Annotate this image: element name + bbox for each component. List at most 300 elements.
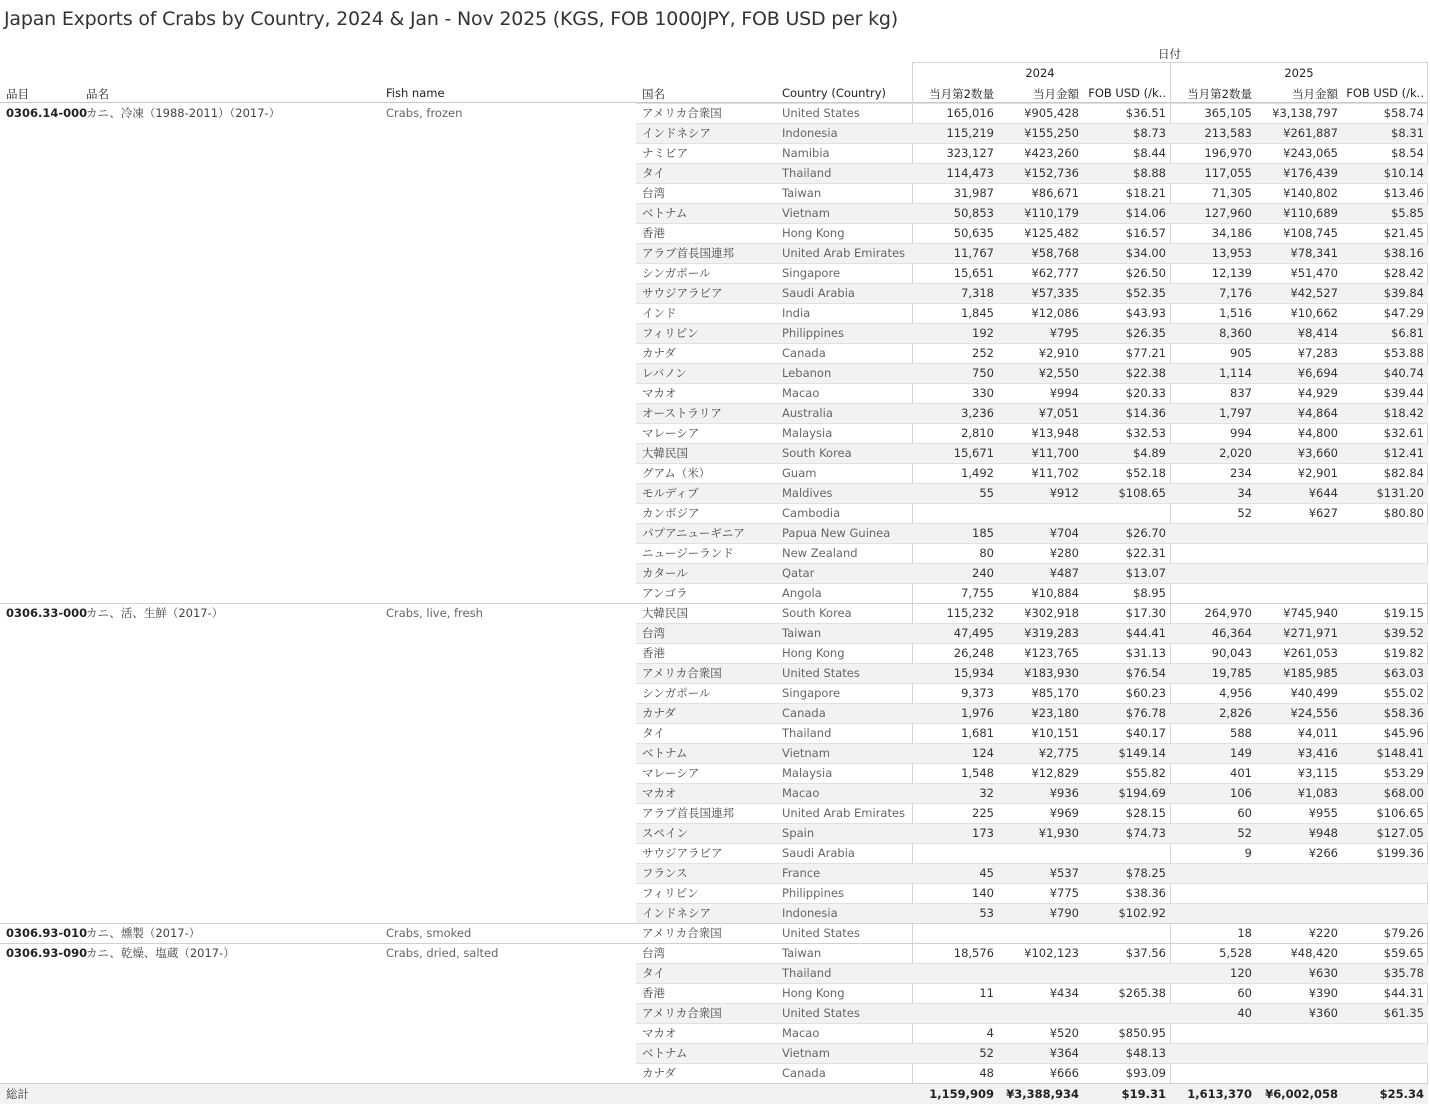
fob-2024: $18.21 (1125, 186, 1166, 200)
qty-2024: 225 (972, 806, 994, 820)
country-jp: アンゴラ (642, 586, 688, 600)
amount-2025: ¥2,901 (1297, 466, 1338, 480)
row-separator (0, 923, 1428, 924)
qty-2025: 8,360 (1219, 326, 1252, 340)
fob-2024: $44.41 (1125, 626, 1166, 640)
amount-2024: ¥775 (1049, 886, 1079, 900)
amount-2024: ¥795 (1049, 326, 1079, 340)
row-separator (636, 183, 1428, 184)
country-en: Vietnam (782, 206, 830, 220)
row-separator (636, 343, 1428, 344)
fob-2025: $68.00 (1383, 786, 1424, 800)
table-row (0, 323, 1430, 343)
qty-2025: 18 (1237, 926, 1252, 940)
qty-2024: 3,236 (961, 406, 994, 420)
row-separator (636, 963, 1428, 964)
country-jp: 香港 (642, 646, 665, 660)
row-separator (636, 363, 1428, 364)
fob-2024: $16.57 (1125, 226, 1166, 240)
fob-2025: $39.84 (1383, 286, 1424, 300)
table-row (0, 123, 1430, 143)
fob-2024: $14.36 (1125, 406, 1166, 420)
row-separator (636, 1043, 1428, 1044)
country-jp: カナダ (642, 346, 676, 360)
fob-2025: $44.31 (1383, 986, 1424, 1000)
country-en: Macao (782, 386, 820, 400)
country-jp: ニュージーランド (642, 546, 734, 560)
qty-2025: 837 (1230, 386, 1252, 400)
amount-2025: ¥4,929 (1297, 386, 1338, 400)
table-row (0, 1063, 1430, 1083)
country-en: Thailand (782, 966, 832, 980)
country-jp: 台湾 (642, 946, 665, 960)
country-jp: ベトナム (642, 746, 688, 760)
country-jp: シンガポール (642, 686, 711, 700)
qty-2025: 127,960 (1204, 206, 1252, 220)
row-separator (636, 163, 1428, 164)
qty-2024: 4 (986, 1026, 994, 1040)
qty-2024: 48 (979, 1066, 994, 1080)
fob-2024: $60.23 (1125, 686, 1166, 700)
table-row (0, 923, 1430, 943)
row-separator (636, 583, 1428, 584)
fob-2024: $13.07 (1125, 566, 1166, 580)
country-en: Vietnam (782, 1046, 830, 1060)
country-en: Papua New Guinea (782, 526, 891, 540)
fob-2024: $102.92 (1118, 906, 1166, 920)
amount-2025: ¥48,420 (1290, 946, 1338, 960)
fob-2025: $131.20 (1376, 486, 1424, 500)
country-en: Philippines (782, 886, 844, 900)
row-separator (636, 303, 1428, 304)
fob-2024: $74.73 (1125, 826, 1166, 840)
country-jp: 香港 (642, 226, 665, 240)
fob-2025: $5.85 (1391, 206, 1424, 220)
total-qty-2024: 1,159,909 (929, 1087, 994, 1101)
qty-2024: 1,548 (961, 766, 994, 780)
country-jp: フィリピン (642, 326, 699, 340)
country-jp: カナダ (642, 706, 676, 720)
qty-2024: 240 (972, 566, 994, 580)
qty-2024: 330 (972, 386, 994, 400)
row-separator (636, 143, 1428, 144)
table-row (0, 823, 1430, 843)
country-jp: マレーシア (642, 766, 700, 780)
country-en: Singapore (782, 266, 841, 280)
country-jp: フランス (642, 866, 688, 880)
country-jp: タイ (642, 726, 665, 740)
amount-2025: ¥3,115 (1297, 766, 1338, 780)
row-separator (636, 223, 1428, 224)
fob-2024: $93.09 (1125, 1066, 1166, 1080)
amount-2025: ¥42,527 (1290, 286, 1338, 300)
table-row (0, 623, 1430, 643)
row-separator (636, 123, 1428, 124)
qty-2024: 11,767 (953, 246, 994, 260)
fob-2025: $19.82 (1383, 646, 1424, 660)
amount-2024: ¥537 (1049, 866, 1079, 880)
qty-2024: 1,845 (961, 306, 994, 320)
table-row (0, 223, 1430, 243)
country-en: South Korea (782, 446, 852, 460)
fob-2025: $38.16 (1383, 246, 1424, 260)
row-separator (636, 663, 1428, 664)
row-separator (636, 683, 1428, 684)
country-jp: インドネシア (642, 126, 711, 140)
country-en: Hong Kong (782, 226, 845, 240)
fob-2024: $26.70 (1125, 526, 1166, 540)
fob-2025: $79.26 (1383, 926, 1424, 940)
fob-2025: $18.42 (1383, 406, 1424, 420)
country-en: Thailand (782, 726, 832, 740)
qty-2024: 9,373 (961, 686, 994, 700)
fob-2025: $127.05 (1376, 826, 1424, 840)
qty-2025: 1,114 (1219, 366, 1252, 380)
amount-2025: ¥176,439 (1283, 166, 1338, 180)
amount-2024: ¥110,179 (1024, 206, 1079, 220)
page-title: Japan Exports of Crabs by Country, 2024 & Jan - Nov 2025 (KGS, FOB 1000JPY, FOB USD per kg) (4, 8, 898, 30)
product-name-jp: カニ、冷凍（1988-2011）（2017-） (86, 106, 281, 120)
fob-2024: $43.93 (1125, 306, 1166, 320)
hs-code: 0306.93-010 (6, 926, 88, 940)
table-row (0, 743, 1430, 763)
row-separator (636, 903, 1428, 904)
table-row (0, 263, 1430, 283)
qty-2024: 115,219 (946, 126, 994, 140)
qty-2025: 264,970 (1204, 606, 1252, 620)
qty-2025: 994 (1230, 426, 1252, 440)
table-row (0, 363, 1430, 383)
table-row (0, 143, 1430, 163)
col-header-hinmei: 品名 (86, 87, 109, 101)
total-amount-2024: ¥3,388,934 (1006, 1087, 1079, 1101)
country-jp: フィリピン (642, 886, 699, 900)
country-jp: アメリカ合衆国 (642, 666, 722, 680)
qty-2024: 7,318 (961, 286, 994, 300)
fob-2025: $106.65 (1376, 806, 1424, 820)
country-en: South Korea (782, 606, 852, 620)
fob-2024: $8.44 (1133, 146, 1166, 160)
amount-2024: ¥666 (1049, 1066, 1079, 1080)
fob-2024: $76.54 (1125, 666, 1166, 680)
fob-2025: $28.42 (1383, 266, 1424, 280)
fob-2025: $55.02 (1383, 686, 1424, 700)
country-jp: アラブ首長国連邦 (642, 806, 734, 820)
amount-2025: ¥7,283 (1297, 346, 1338, 360)
qty-2025: 2,826 (1219, 706, 1252, 720)
fob-2025: $199.36 (1376, 846, 1424, 860)
amount-2024: ¥85,170 (1031, 686, 1079, 700)
amount-2025: ¥627 (1308, 506, 1338, 520)
country-en: Singapore (782, 686, 841, 700)
qty-2025: 1,797 (1219, 406, 1252, 420)
fob-2024: $37.56 (1125, 946, 1166, 960)
country-en: Maldives (782, 486, 833, 500)
fish-name: Crabs, live, fresh (386, 606, 483, 620)
qty-2025: 196,970 (1204, 146, 1252, 160)
row-separator (636, 423, 1428, 424)
country-jp: ナミビア (642, 146, 688, 160)
country-en: France (782, 866, 821, 880)
country-en: Malaysia (782, 766, 833, 780)
qty-2025: 40 (1237, 1006, 1252, 1020)
row-separator (636, 483, 1428, 484)
amount-2025: ¥266 (1308, 846, 1338, 860)
country-jp: スペイン (642, 826, 688, 840)
qty-2024: 47,495 (953, 626, 994, 640)
product-name-jp: カニ、燻製（2017-） (86, 926, 201, 940)
fob-2025: $8.54 (1391, 146, 1424, 160)
fob-2024: $28.15 (1125, 806, 1166, 820)
qty-2024: 750 (972, 366, 994, 380)
country-en: Malaysia (782, 426, 833, 440)
qty-2025: 120 (1230, 966, 1252, 980)
country-jp: モルディブ (642, 486, 699, 500)
qty-2024: 7,755 (961, 586, 994, 600)
amount-2024: ¥520 (1049, 1026, 1079, 1040)
qty-2025: 9 (1244, 846, 1252, 860)
fob-2024: $22.38 (1125, 366, 1166, 380)
amount-2025: ¥948 (1308, 826, 1338, 840)
amount-2024: ¥905,428 (1024, 106, 1079, 120)
qty-2024: 45 (979, 866, 994, 880)
country-en: United States (782, 1006, 860, 1020)
total-fob-2024: $19.31 (1121, 1087, 1166, 1101)
qty-2024: 31,987 (953, 186, 994, 200)
table-row (0, 443, 1430, 463)
table-row (0, 943, 1430, 963)
fob-2024: $20.33 (1125, 386, 1166, 400)
fob-2024: $78.25 (1125, 866, 1166, 880)
qty-2024: 173 (972, 826, 994, 840)
qty-2025: 149 (1230, 746, 1252, 760)
qty-2024: 32 (979, 786, 994, 800)
row-separator (636, 383, 1428, 384)
country-en: Thailand (782, 166, 832, 180)
col-header-amount-2025: 当月金額 (1292, 87, 1338, 101)
row-separator (636, 323, 1428, 324)
table-row (0, 543, 1430, 563)
table-row (0, 803, 1430, 823)
fob-2024: $149.14 (1118, 746, 1166, 760)
row-separator (636, 803, 1428, 804)
fob-2024: $48.13 (1125, 1046, 1166, 1060)
qty-2024: 140 (972, 886, 994, 900)
qty-2025: 60 (1237, 806, 1252, 820)
table-row (0, 283, 1430, 303)
fob-2024: $36.51 (1125, 106, 1166, 120)
fob-2025: $39.44 (1383, 386, 1424, 400)
fob-2024: $265.38 (1118, 986, 1166, 1000)
qty-2024: 115,232 (946, 606, 994, 620)
row-separator (0, 603, 1428, 604)
fob-2024: $32.53 (1125, 426, 1166, 440)
row-separator (636, 623, 1428, 624)
row-separator (636, 563, 1428, 564)
fob-2025: $47.29 (1383, 306, 1424, 320)
table-row (0, 243, 1430, 263)
hs-code: 0306.33-000 (6, 606, 88, 620)
fob-2025: $53.29 (1383, 766, 1424, 780)
country-en: Philippines (782, 326, 844, 340)
country-jp: アメリカ合衆国 (642, 1006, 722, 1020)
qty-2024: 15,934 (953, 666, 994, 680)
qty-2025: 52 (1237, 506, 1252, 520)
country-en: Taiwan (782, 946, 822, 960)
country-en: United States (782, 666, 860, 680)
table-row (0, 563, 1430, 583)
fob-2025: $59.65 (1383, 946, 1424, 960)
country-jp: タイ (642, 966, 665, 980)
table-row (0, 963, 1430, 983)
table-row (0, 983, 1430, 1003)
country-jp: 大韓民国 (642, 606, 688, 620)
qty-2024: 192 (972, 326, 994, 340)
fob-2025: $53.88 (1383, 346, 1424, 360)
amount-2025: ¥4,864 (1297, 406, 1338, 420)
country-en: United States (782, 926, 860, 940)
country-en: Indonesia (782, 126, 838, 140)
amount-2025: ¥10,662 (1290, 306, 1338, 320)
row-separator (636, 1063, 1428, 1064)
country-en: United Arab Emirates (782, 806, 906, 820)
col-header-kokumei: 国名 (642, 87, 665, 101)
table-row (0, 303, 1430, 323)
country-jp: パプアニューギニア (642, 526, 745, 540)
country-jp: オーストラリア (642, 406, 722, 420)
qty-2025: 7,176 (1219, 286, 1252, 300)
amount-2024: ¥62,777 (1031, 266, 1079, 280)
col-header-fish-name: Fish name (386, 86, 445, 100)
country-en: Cambodia (782, 506, 841, 520)
row-separator (636, 503, 1428, 504)
country-jp: カンボジア (642, 506, 700, 520)
table-row (0, 843, 1430, 863)
country-jp: アラブ首長国連邦 (642, 246, 734, 260)
table-row (0, 403, 1430, 423)
country-en: New Zealand (782, 546, 858, 560)
fob-2025: $35.78 (1383, 966, 1424, 980)
fob-2024: $34.00 (1125, 246, 1166, 260)
row-separator (636, 843, 1428, 844)
fob-2024: $52.35 (1125, 286, 1166, 300)
amount-2024: ¥12,829 (1031, 766, 1079, 780)
year-header-2024: 2024 (1025, 66, 1055, 80)
amount-2024: ¥423,260 (1024, 146, 1079, 160)
table-row (0, 583, 1430, 603)
qty-2025: 5,528 (1219, 946, 1252, 960)
qty-2025: 401 (1230, 766, 1252, 780)
country-jp: 台湾 (642, 186, 665, 200)
fob-2025: $40.74 (1383, 366, 1424, 380)
row-separator (636, 983, 1428, 984)
amount-2025: ¥3,138,797 (1272, 106, 1338, 120)
table-row (0, 463, 1430, 483)
amount-2024: ¥704 (1049, 526, 1079, 540)
amount-2025: ¥220 (1308, 926, 1338, 940)
fob-2025: $61.35 (1383, 1006, 1424, 1020)
fob-2024: $40.17 (1125, 726, 1166, 740)
fob-2025: $58.74 (1383, 106, 1424, 120)
fob-2024: $4.89 (1133, 446, 1166, 460)
fish-name: Crabs, dried, salted (386, 946, 499, 960)
country-en: Macao (782, 786, 820, 800)
amount-2024: ¥10,884 (1031, 586, 1079, 600)
table-row (0, 383, 1430, 403)
qty-2025: 13,953 (1211, 246, 1252, 260)
fob-2024: $38.36 (1125, 886, 1166, 900)
country-jp: アメリカ合衆国 (642, 106, 722, 120)
country-en: Guam (782, 466, 817, 480)
product-name-jp: カニ、活、生鮮（2017-） (86, 606, 224, 620)
qty-2025: 34,186 (1211, 226, 1252, 240)
amount-2024: ¥2,775 (1038, 746, 1079, 760)
qty-2024: 11 (979, 986, 994, 1000)
qty-2024: 80 (979, 546, 994, 560)
fob-2025: $8.31 (1391, 126, 1424, 140)
qty-2024: 15,671 (953, 446, 994, 460)
table-row (0, 863, 1430, 883)
country-en: United Arab Emirates (782, 246, 906, 260)
country-en: Namibia (782, 146, 830, 160)
amount-2025: ¥6,694 (1297, 366, 1338, 380)
qty-2025: 1,516 (1219, 306, 1252, 320)
table-row (0, 703, 1430, 723)
country-jp: マカオ (642, 1026, 677, 1040)
col-header-qty-2025: 当月第2数量 (1187, 87, 1252, 101)
country-jp: マレーシア (642, 426, 700, 440)
fob-2024: $8.73 (1133, 126, 1166, 140)
qty-2025: 52 (1237, 826, 1252, 840)
country-en: Canada (782, 706, 826, 720)
country-en: Saudi Arabia (782, 286, 855, 300)
amount-2025: ¥185,985 (1283, 666, 1338, 680)
total-fob-2025: $25.34 (1379, 1087, 1424, 1101)
country-en: India (782, 306, 811, 320)
fob-2024: $850.95 (1118, 1026, 1166, 1040)
amount-2025: ¥140,802 (1283, 186, 1338, 200)
country-jp: インドネシア (642, 906, 711, 920)
amount-2024: ¥280 (1049, 546, 1079, 560)
amount-2024: ¥86,671 (1031, 186, 1079, 200)
fob-2024: $76.78 (1125, 706, 1166, 720)
amount-2024: ¥319,283 (1024, 626, 1079, 640)
qty-2025: 365,105 (1204, 106, 1252, 120)
row-separator (636, 523, 1428, 524)
amount-2025: ¥1,083 (1297, 786, 1338, 800)
table-row (0, 183, 1430, 203)
fob-2025: $45.96 (1383, 726, 1424, 740)
qty-2025: 905 (1230, 346, 1252, 360)
amount-2025: ¥8,414 (1297, 326, 1338, 340)
amount-2025: ¥110,689 (1283, 206, 1338, 220)
col-header-qty-2024: 当月第2数量 (929, 87, 994, 101)
table-row (0, 483, 1430, 503)
fob-2025: $80.80 (1383, 506, 1424, 520)
amount-2024: ¥912 (1049, 486, 1079, 500)
fish-name: Crabs, frozen (386, 106, 463, 120)
amount-2024: ¥969 (1049, 806, 1079, 820)
amount-2024: ¥7,051 (1038, 406, 1079, 420)
qty-2025: 60 (1237, 986, 1252, 1000)
amount-2024: ¥302,918 (1024, 606, 1079, 620)
country-en: Qatar (782, 566, 815, 580)
row-separator (636, 763, 1428, 764)
row-separator (636, 1023, 1428, 1024)
amount-2025: ¥78,341 (1290, 246, 1338, 260)
amount-2024: ¥13,948 (1031, 426, 1079, 440)
row-separator (0, 943, 1428, 944)
